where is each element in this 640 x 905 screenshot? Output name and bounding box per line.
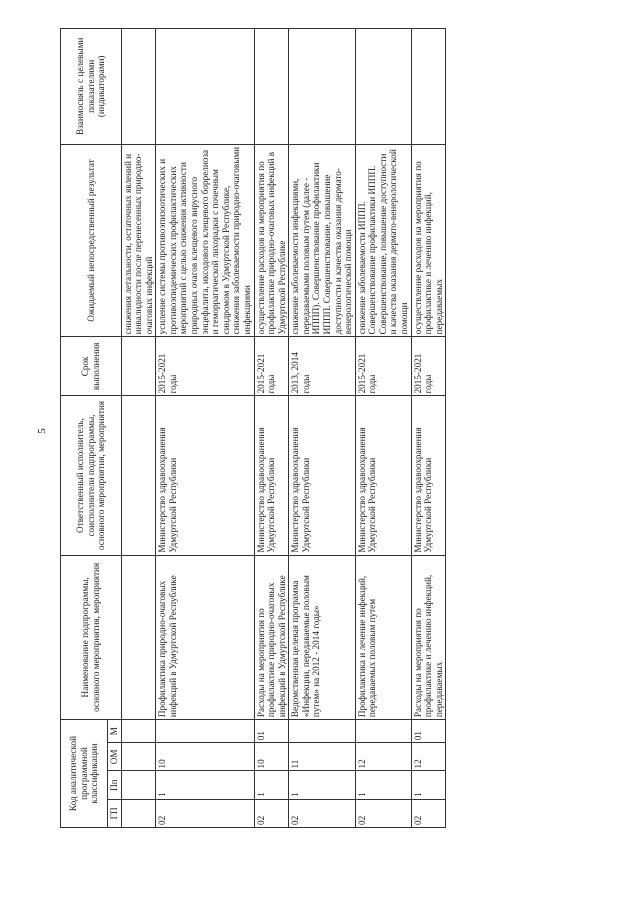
header-name: Наименование подпрограммы, основного мероприятия, мероприятия [61,555,122,719]
cell-m: 01 [411,720,446,743]
cell-result: усиление системы противоэпизоотических и противоэпидемических профилактических мероприятий с целью снижения активности природных очагов клещевого вирусного энцефалита, иксодового клещевого боррелиоза и геморрагической лихорадки с почечным синдромом в Удмуртской Республике, снижения заболеваемости природно-очаговыми инфекциями [156,144,254,337]
header-om: ОМ [108,743,122,771]
cell-name: Ведомственная целевая программа «Инфекции, передаваемые половым путем» на 2012 - 2014 годы» [289,555,355,719]
cell-gp: 02 [411,799,446,827]
cell-m [156,720,254,743]
cell-result: снижение заболеваемости инфекциями, передаваемыми половым путем (далее - ИППП). Совершенствование профилактики ИППП. Совершенствование, повышение доступности и качества оказания дермато-венерологической помощи [289,144,355,337]
header-responsible: Ответственный исполнитель, соисполнители подпрограммы, основного мероприятия, мероприятия [61,396,122,555]
header-indicators: Взаимосвязь с целевыми показателями (индикаторами) [61,29,122,145]
cell-pp: 1 [156,771,254,799]
header-m: М [108,720,122,743]
table-row [254,29,289,828]
cell-gp: 02 [254,799,289,827]
cell-result: снижение заболеваемости ИППП. Совершенствование профилактики ИППП. Совершенствование, повышение доступности и качества оказания дермато-венерологической помощи [355,144,411,337]
cell-gp: 02 [355,799,411,827]
cell-term: 2015-2021 годы [156,337,254,396]
cell-term: 2013, 2014 годы [289,337,355,396]
carry-over-result: снижения летальности, остаточных явлений и инвалидности после перенесенных природно-очаговых инфекций [121,144,156,337]
table-row [289,29,355,828]
header-result: Ожидаемый непосредственный результат [61,144,122,337]
cell-indicators [355,29,411,145]
cell-name: Расходы на мероприятия по профилактике и лечению инфекций, передаваемых [411,555,446,719]
cell-result: осуществление расходов на мероприятия по профилактике и лечению инфекций, передаваемых [411,144,446,337]
header-pp: Пп [108,771,122,799]
cell-name: Профилактика природно-очаговых инфекций в Удмуртской Республике [156,555,254,719]
cell-pp: 1 [411,771,446,799]
cell-term: 2015-2021 годы [355,337,411,396]
rotated-page [60,28,620,828]
cell-responsible: Министерство здравоохранения Удмуртской Республики [254,396,289,555]
cell-indicators [254,29,289,145]
header-term: Срок выполнения [61,337,122,396]
cell-om: 12 [411,743,446,771]
cell-om: 12 [355,743,411,771]
table-row [156,29,254,828]
cell-m: 01 [254,720,289,743]
cell-responsible: Министерство здравоохранения Удмуртской Республики [289,396,355,555]
cell-name: Профилактика и лечение инфекций, передаваемых половым путем [355,555,411,719]
cell-result: осуществление расходов на мероприятия по профилактике природно-очаговых инфекций в Удмуртской Республике [254,144,289,337]
cell-om: 10 [156,743,254,771]
cell-term: 2015-2021 годы [254,337,289,396]
page-number: 5 [35,428,48,434]
cell-pp: 1 [254,771,289,799]
cell-pp: 1 [355,771,411,799]
cell-pp: 1 [289,771,355,799]
table-row-carry-over [121,29,156,828]
cell-indicators [289,29,355,145]
cell-responsible: Министерство здравоохранения Удмуртской Республики [411,396,446,555]
cell-m [355,720,411,743]
cell-indicators [411,29,446,145]
cell-om: 11 [289,743,355,771]
cell-responsible: Министерство здравоохранения Удмуртской Республики [355,396,411,555]
cell-gp: 02 [156,799,254,827]
cell-term: 2015-2021 годы [411,337,446,396]
cell-responsible: Министерство здравоохранения Удмуртской Республики [156,396,254,555]
header-gp: ГП [108,799,122,827]
table-row [411,29,446,828]
header-code-group: Код аналитической программной классификации [61,720,108,828]
cell-gp: 02 [289,799,355,827]
table-row [355,29,411,828]
cell-m [289,720,355,743]
cell-indicators [156,29,254,145]
cell-om: 10 [254,743,289,771]
cell-name: Расходы на мероприятия по профилактике природно-очаговых инфекций в Удмуртской Республике [254,555,289,719]
program-table [60,28,446,828]
